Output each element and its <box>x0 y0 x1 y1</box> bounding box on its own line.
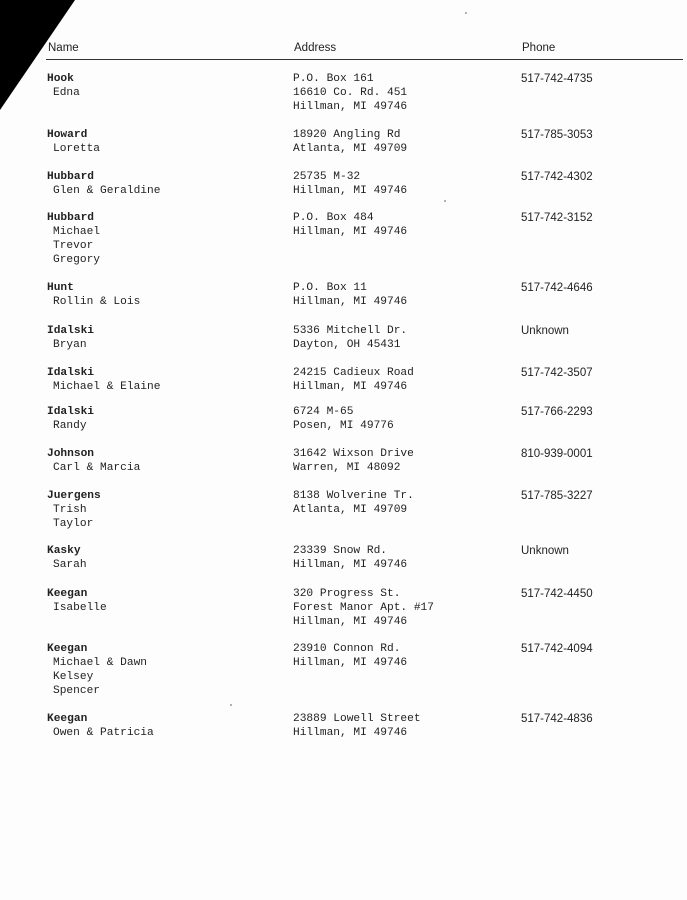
entry-given-name: Isabelle <box>53 602 107 614</box>
paper-speck <box>444 200 446 202</box>
entry-address <box>293 170 508 198</box>
entry-address <box>293 366 508 394</box>
entry-address <box>293 712 508 740</box>
address-line: P.O. Box 161 <box>293 73 374 85</box>
entry-given-name: Michael & Dawn <box>53 657 147 669</box>
entry-given-name: Kelsey <box>53 671 94 683</box>
entry-address <box>293 128 508 156</box>
phone-column-header: Phone <box>522 42 556 54</box>
entry-address <box>293 281 508 309</box>
entry-surname: Idalski <box>47 325 94 337</box>
entry-name <box>47 366 277 394</box>
entry-name <box>47 211 277 267</box>
address-line: 31642 Wixson Drive <box>293 448 414 460</box>
entry-surname: Hook <box>47 73 74 85</box>
entry-given-name: Rollin & Lois <box>53 296 141 308</box>
entry-given-name: Edna <box>53 87 80 99</box>
entry-address <box>293 447 508 475</box>
entry-name <box>47 712 277 740</box>
entry-phone: 517-742-4836 <box>521 713 593 725</box>
paper-speck <box>230 704 232 706</box>
entry-given-name: Gregory <box>53 254 100 266</box>
address-line: Hillman, MI 49746 <box>293 727 408 739</box>
entry-name <box>47 642 277 698</box>
address-line: Forest Manor Apt. #17 <box>293 602 434 614</box>
address-line: 8138 Wolverine Tr. <box>293 490 414 502</box>
entry-given-name: Glen & Geraldine <box>53 185 161 197</box>
entry-name <box>47 405 277 433</box>
entry-phone: 517-785-3227 <box>521 490 593 502</box>
address-line: 5336 Mitchell Dr. <box>293 325 408 337</box>
address-line: Warren, MI 48092 <box>293 462 401 474</box>
entry-phone: 517-742-4646 <box>521 282 593 294</box>
address-line: 23339 Snow Rd. <box>293 545 387 557</box>
entry-given-name: Trish <box>53 504 87 516</box>
entry-given-name: Randy <box>53 420 87 432</box>
entry-address <box>293 587 508 629</box>
address-line: 18920 Angling Rd <box>293 129 401 141</box>
entry-phone: 517-742-4094 <box>521 643 593 655</box>
entry-phone: 517-742-3507 <box>521 367 593 379</box>
entry-surname: Idalski <box>47 367 94 379</box>
entry-given-name: Taylor <box>53 518 94 530</box>
entry-name <box>47 447 277 475</box>
entry-given-name: Loretta <box>53 143 100 155</box>
entry-given-name: Bryan <box>53 339 87 351</box>
entry-phone: Unknown <box>521 325 569 337</box>
entry-phone: 517-742-3152 <box>521 212 593 224</box>
entry-phone: 810-939-0001 <box>521 448 593 460</box>
entry-name <box>47 544 277 572</box>
address-line: 6724 M-65 <box>293 406 354 418</box>
address-line: 23889 Lowell Street <box>293 713 421 725</box>
address-line: Hillman, MI 49746 <box>293 559 408 571</box>
entry-address <box>293 72 508 114</box>
entry-surname: Idalski <box>47 406 94 418</box>
entry-surname: Hubbard <box>47 171 94 183</box>
entry-phone: 517-785-3053 <box>521 129 593 141</box>
entry-phone: Unknown <box>521 545 569 557</box>
address-line: Posen, MI 49776 <box>293 420 394 432</box>
address-line: Hillman, MI 49746 <box>293 381 408 393</box>
entry-given-name: Trevor <box>53 240 94 252</box>
entry-surname: Keegan <box>47 588 88 600</box>
entry-surname: Hunt <box>47 282 74 294</box>
entry-surname: Kasky <box>47 545 81 557</box>
entry-name <box>47 128 277 156</box>
paper-speck <box>465 12 467 14</box>
entry-phone: 517-766-2293 <box>521 406 593 418</box>
entry-name <box>47 170 277 198</box>
address-line: P.O. Box 11 <box>293 282 367 294</box>
address-line: Dayton, OH 45431 <box>293 339 401 351</box>
header-divider <box>46 59 683 60</box>
entry-given-name: Spencer <box>53 685 100 697</box>
address-column-header: Address <box>294 42 337 54</box>
entry-surname: Juergens <box>47 490 101 502</box>
entry-phone: 517-742-4450 <box>521 588 593 600</box>
entry-address <box>293 324 508 352</box>
address-line: Atlanta, MI 49709 <box>293 143 408 155</box>
address-line: Hillman, MI 49746 <box>293 296 408 308</box>
address-line: 16610 Co. Rd. 451 <box>293 87 408 99</box>
entry-name <box>47 72 277 100</box>
address-line: Atlanta, MI 49709 <box>293 504 408 516</box>
address-line: Hillman, MI 49746 <box>293 616 408 628</box>
entry-surname: Keegan <box>47 643 88 655</box>
address-line: 320 Progress St. <box>293 588 401 600</box>
entry-address <box>293 211 508 239</box>
address-line: P.O. Box 484 <box>293 212 374 224</box>
entry-given-name: Carl & Marcia <box>53 462 141 474</box>
entry-surname: Johnson <box>47 448 94 460</box>
entry-given-name: Michael & Elaine <box>53 381 161 393</box>
entry-surname: Hubbard <box>47 212 94 224</box>
entry-surname: Howard <box>47 129 88 141</box>
entry-name <box>47 281 277 309</box>
entry-given-name: Owen & Patricia <box>53 727 154 739</box>
address-line: 24215 Cadieux Road <box>293 367 414 379</box>
address-line: Hillman, MI 49746 <box>293 101 408 113</box>
entry-name <box>47 324 277 352</box>
address-line: 23910 Connon Rd. <box>293 643 401 655</box>
column-header-row <box>0 40 687 60</box>
entry-address <box>293 642 508 670</box>
entry-address <box>293 405 508 433</box>
address-line: 25735 M-32 <box>293 171 361 183</box>
name-column-header: Name <box>48 42 79 54</box>
entry-phone: 517-742-4735 <box>521 73 593 85</box>
entry-address <box>293 489 508 517</box>
entry-surname: Keegan <box>47 713 88 725</box>
address-line: Hillman, MI 49746 <box>293 185 408 197</box>
entry-address <box>293 544 508 572</box>
entry-phone: 517-742-4302 <box>521 171 593 183</box>
address-line: Hillman, MI 49746 <box>293 226 408 238</box>
entry-name <box>47 587 277 615</box>
address-line: Hillman, MI 49746 <box>293 657 408 669</box>
entry-given-name: Sarah <box>53 559 87 571</box>
entry-name <box>47 489 277 531</box>
entry-given-name: Michael <box>53 226 100 238</box>
